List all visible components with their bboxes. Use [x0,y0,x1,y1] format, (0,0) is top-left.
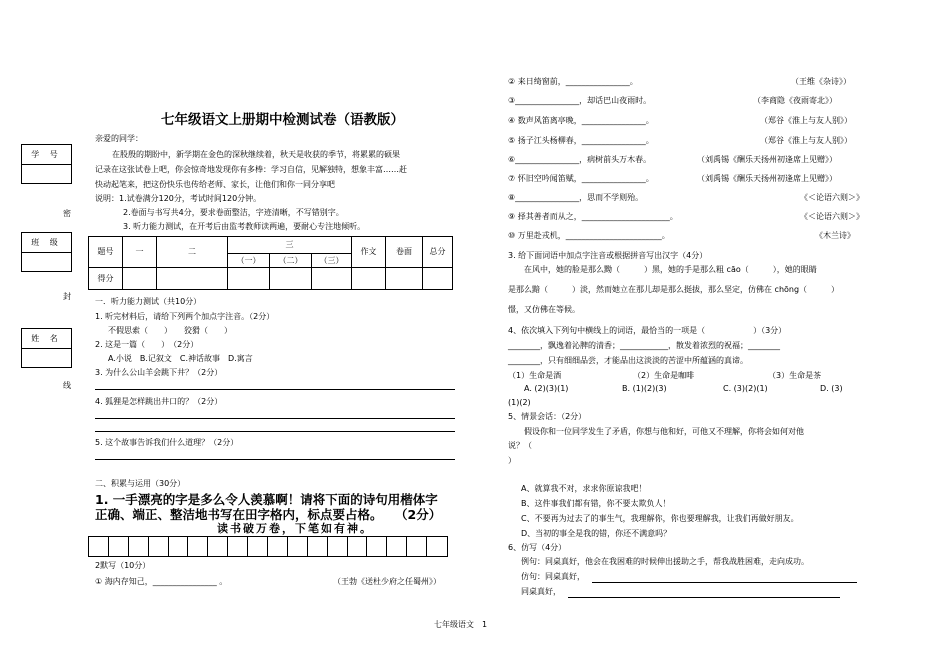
grid-cell[interactable] [308,537,328,556]
imitation-prompt-1: 仿句：同桌真好， [521,572,585,581]
listening-q1-answer: 不假思索（ ） 狡猾（ ） [108,326,232,335]
grid-cell[interactable] [109,537,129,556]
imitation-example: 例句：同桌真好，他会在我困难的时候伸出援助之手，帮我战胜困难，走向成功。 [521,557,809,566]
fill-q4-option1: （1）生命是酒 [508,371,562,380]
page-footer: 七年级语文 1 [434,620,488,629]
score-table [88,236,453,290]
score-cell[interactable] [423,268,453,290]
dialogue-option-a[interactable]: A、就算我不对，求求你原谅我吧！ [521,484,647,493]
tianzi-grid[interactable] [88,536,448,557]
dialogue-q5: 5、情景会话：（2分） [508,412,587,421]
grid-cell[interactable] [348,537,368,556]
fill-q4-choice-a[interactable]: A. (2)(3)(1) [524,384,569,393]
pinyin-q3-line2: 是那么黯（ ）淡，然而她立在那儿却是那么挺拔，那么坚定，仿佛在 chōng（ ） [508,285,840,294]
dictation-8: ⑧________________，思而不学则殆。 [508,193,644,202]
pinyin-q3-line1: 在风中，她的脸是那么黝（ ）黑，她的手是那么粗 cāo（ ），她的眼睛 [524,265,817,274]
listening-q4: 4. 狐狸是怎样跳出井口的？（2分） [95,397,223,406]
name-label: 姓 名 [22,329,71,349]
note-3: 3. 听力能力测试，在开考后由监考教师读两遍，要耐心专注地倾听。 [123,222,366,231]
answer-line[interactable] [95,418,455,419]
grid-cell[interactable] [288,537,308,556]
dictation-3: ③________________，却话巴山夜雨时。 [508,96,652,105]
th-defen: 得分 [89,268,123,290]
fill-q4-option3: （3）生命是茶 [768,371,822,380]
grid-cell[interactable] [208,537,228,556]
th-tihao: 题号 [89,237,123,268]
intro-line-2: 记录在这张试卷上吧，你会惊奇地发现你有多棒：学习自信，见解独特，想象丰富……赶 [95,165,407,174]
dictation-heading: 2默写（10分） [95,561,151,570]
calligraphy-q1-line2: 正确、端正、整洁地书写在田字格内，标点要占格。 （2分） [95,507,442,522]
fill-q4-choice-c[interactable]: C. (3)(2)(1) [723,384,768,393]
score-cell[interactable] [312,268,352,290]
student-id-field[interactable] [22,165,71,183]
listening-q5: 5. 这个故事告诉我们什么道理？（2分） [95,438,239,447]
listening-q3: 3. 为什么公山羊会跳下井？（2分） [95,368,223,377]
th-sub3: （三） [312,254,352,268]
grid-cell[interactable] [169,537,189,556]
class-box [21,232,72,272]
grid-cell[interactable] [188,537,208,556]
dictation-7: ⑦ 怀旧空吟闻笛赋，________________。 [508,174,654,183]
answer-line[interactable] [95,459,455,460]
calligraphy-q1-line1: 1. 一手漂亮的字是多么令人羡慕啊！请将下面的诗句用楷体字 [95,492,438,507]
grid-cell[interactable] [268,537,288,556]
score-cell[interactable] [157,268,228,290]
answer-line[interactable] [95,389,455,390]
greeting: 亲爱的同学： [95,134,143,143]
dictation-9: ⑨ 择其善者而从之，______________________。 [508,212,678,221]
section-1-heading: 一．听力能力测试（共10分） [95,297,202,306]
th-zuowen: 作文 [352,237,386,268]
dialogue-q5-line2: 说？（ [508,441,532,450]
fill-q4-line2: ________，只有细细品尝，才能品出这淡淡的苦涩中所蕴涵的真谛。 [508,356,748,365]
dictation-3-source: （李商隐《夜雨寄北》） [753,96,837,105]
intro-line-1: 在股殷的期盼中，新学期在金色的深秋继续着，秋天是收获的季节，将累累的硕果 [112,150,400,159]
seal-feng: 封 [63,292,71,301]
dialogue-q5-line1: 假设你和一位同学发生了矛盾，你想与他和好，可他又不理解，你将会如何对他 [524,427,804,436]
dialogue-option-d[interactable]: D、当初的事全是我的错，你还不满意吗？ [521,529,672,538]
score-cell[interactable] [270,268,312,290]
dictation-2-source: （王维《杂诗》） [791,77,851,86]
answer-line[interactable] [568,597,840,598]
dictation-2: ② 来日绮窗前，________________。 [508,77,638,86]
class-field[interactable] [22,253,71,271]
listening-q1: 1. 听完材料后，请给下列两个加点字注音。（2分） [95,312,275,321]
score-cell[interactable] [386,268,423,290]
dialogue-q5-line3: ） [508,456,516,465]
imitation-prompt-2: 同桌真好， [521,587,561,596]
score-cell[interactable] [352,268,386,290]
dictation-5: ⑤ 扬子江头杨柳春，________________。 [508,136,654,145]
imitation-q6: 6、仿写（4分） [508,543,567,552]
th-yi: 一 [123,237,157,268]
th-sub2: （二） [270,254,312,268]
answer-line[interactable] [592,582,857,583]
answer-line[interactable] [95,431,455,432]
score-cell[interactable] [228,268,270,290]
th-er: 二 [157,237,228,268]
dictation-4-source: （郑谷《淮上与友人别》） [760,116,852,125]
grid-cell[interactable] [129,537,149,556]
dictation-4: ④ 数声风笛离亭晚，________________。 [508,116,654,125]
grid-cell[interactable] [89,537,109,556]
dictation-8-source: 《＜论语六则＞》 [800,193,864,202]
name-box [21,328,72,368]
grid-cell[interactable] [387,537,407,556]
fill-q4: 4、依次填入下列句中横线上的词语，最恰当的一项是（ ）（3分） [508,326,787,335]
dictation-9-source: 《＜论语六则＞》 [800,212,864,221]
section-2-heading: 二、积累与运用（30分） [95,479,186,488]
fill-q4-choice-b[interactable]: B. (1)(2)(3) [622,384,667,393]
dictation-6: ⑥________________，病树前头万木春。 [508,155,652,164]
name-field[interactable] [22,349,71,367]
pinyin-q3-line3: 憬，又仿佛在等候。 [508,305,580,314]
page-title: 七年级语文上册期中检测试卷（语教版） [161,112,404,128]
fill-q4-choice-d[interactable]: D. (3) [820,384,843,393]
th-juanmian: 卷面 [386,237,423,268]
note-1: 说明：1.试卷满分120分，考试时间120分钟。 [95,194,262,203]
th-zongfen: 总分 [423,237,453,268]
grid-cell[interactable] [228,537,248,556]
fill-q4-choice-d-cont: (1)(2) [508,398,531,407]
dictation-6-source: （刘禹锡《酬乐天扬州初逢席上见赠》） [697,155,837,164]
listening-q2-options: A.小说 B.记叙文 C.神话故事 D.寓言 [108,354,253,363]
grid-cell[interactable] [427,537,447,556]
dialogue-option-c[interactable]: C、不要再为过去了的事生气，我理解你，你也要理解我，让我们再做好朋友。 [521,514,799,523]
th-sub1: （一） [228,254,270,268]
note-2: 2.卷面与书写共4分，要求卷面整洁，字迹清晰，不写错别字。 [123,208,344,217]
intro-line-3: 快动起笔来，把这份快乐也传给老师、家长，让他们和你一同分享吧 [95,180,335,189]
grid-cell[interactable] [248,537,268,556]
student-id-label: 学 号 [22,145,71,165]
dictation-10: ⑩ 万里赴戎机，________________________。 [508,231,670,240]
pinyin-q3: 3. 给下面词语中加点字注音或根据拼音写出汉字（4分） [508,251,708,260]
score-cell[interactable] [123,268,157,290]
class-label: 班 级 [22,233,71,253]
dialogue-option-b[interactable]: B、这件事我们都有错，你不要太欺负人！ [521,499,671,508]
student-id-box [21,144,72,184]
seal-xian: 线 [63,381,71,390]
dictation-7-source: （刘禹锡《酬乐天扬州初逢席上见赠》） [697,174,837,183]
fill-q4-option2: （2）生命是咖啡 [633,371,695,380]
grid-cell[interactable] [407,537,427,556]
dictation-5-source: （郑谷《淮上与友人别》） [760,136,852,145]
seal-mi: 密 [63,209,71,218]
calligraphy-poem: 读书破万卷，下笔如有神。 [217,522,373,535]
dictation-1: ① 海内存知己，________________ 。 [95,577,228,586]
fill-q4-line1: ________，飘逸着沁脾的清香；____________，散发着浓烈的祝福；________ [508,341,780,350]
grid-cell[interactable] [328,537,348,556]
dictation-1-source: （王勃《送杜少府之任蜀州》） [333,577,441,586]
th-san: 三 [228,237,352,254]
grid-cell[interactable] [149,537,169,556]
grid-cell[interactable] [367,537,387,556]
listening-q2: 2. 这是一篇（ ） （2分） [95,340,199,349]
dictation-10-source: 《木兰诗》 [815,231,855,240]
